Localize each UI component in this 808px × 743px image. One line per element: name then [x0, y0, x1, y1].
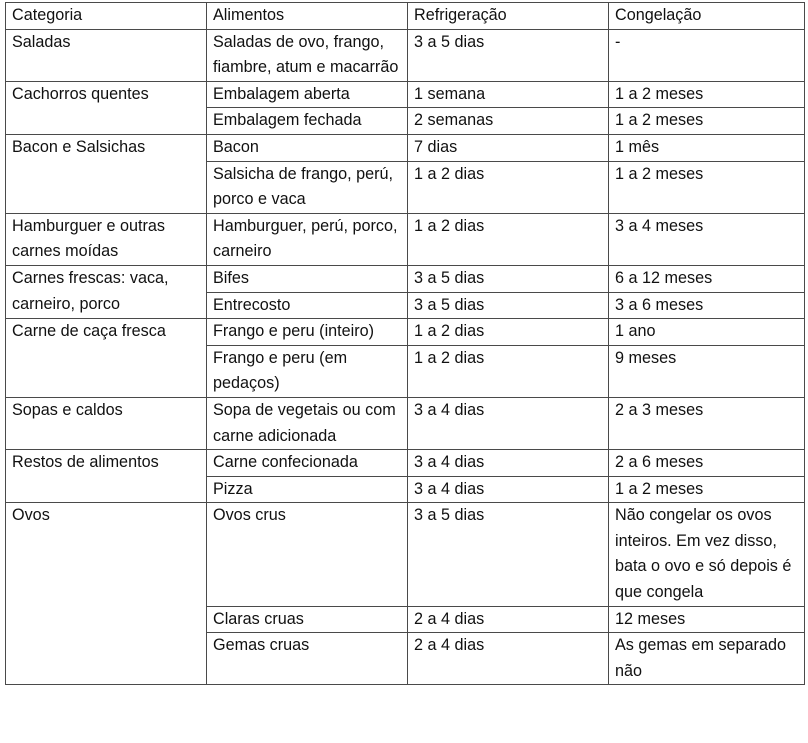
freezer-cell: 1 a 2 meses: [609, 476, 805, 503]
category-cell: Saladas: [6, 29, 207, 81]
freezer-cell: -: [609, 29, 805, 81]
category-cell: Restos de alimentos: [6, 450, 207, 503]
food-cell: Pizza: [207, 476, 408, 503]
category-cell: Ovos: [6, 503, 207, 685]
fridge-cell: 1 a 2 dias: [408, 319, 609, 346]
fridge-cell: 3 a 4 dias: [408, 476, 609, 503]
freezer-cell: 6 a 12 meses: [609, 265, 805, 292]
fridge-cell: 3 a 5 dias: [408, 29, 609, 81]
table-row: [6, 134, 805, 161]
food-cell: Ovos crus: [207, 503, 408, 606]
freezer-cell: 3 a 6 meses: [609, 292, 805, 319]
food-cell: Saladas de ovo, frango, fiambre, atum e macarrão: [207, 29, 408, 81]
freezer-cell: 2 a 3 meses: [609, 397, 805, 449]
freezer-cell: 9 meses: [609, 345, 805, 397]
food-cell: Claras cruas: [207, 606, 408, 633]
food-cell: Carne confecionada: [207, 450, 408, 477]
category-cell: Sopas e caldos: [6, 397, 207, 449]
table-header: [6, 3, 805, 30]
food-cell: Gemas cruas: [207, 633, 408, 685]
table-row: [6, 450, 805, 477]
fridge-cell: 3 a 5 dias: [408, 292, 609, 319]
fridge-cell: 7 dias: [408, 134, 609, 161]
fridge-cell: 1 a 2 dias: [408, 213, 609, 265]
table-row: [6, 213, 805, 265]
food-storage-table: [5, 2, 805, 685]
table-row: [6, 265, 805, 292]
food-cell: Frango e peru (inteiro): [207, 319, 408, 346]
freezer-cell: Não congelar os ovos inteiros. Em vez disso, bata o ovo e só depois é que congela: [609, 503, 805, 606]
header-categoria: Categoria: [6, 3, 207, 30]
food-cell: Embalagem fechada: [207, 108, 408, 135]
fridge-cell: 2 a 4 dias: [408, 606, 609, 633]
table-row: [6, 29, 805, 81]
freezer-cell: 1 ano: [609, 319, 805, 346]
food-cell: Salsicha de frango, perú, porco e vaca: [207, 161, 408, 213]
freezer-cell: 12 meses: [609, 606, 805, 633]
category-cell: Carnes frescas: vaca, carneiro, porco: [6, 265, 207, 318]
fridge-cell: 1 a 2 dias: [408, 161, 609, 213]
fridge-cell: 3 a 4 dias: [408, 450, 609, 477]
food-cell: Bifes: [207, 265, 408, 292]
food-cell: Frango e peru (em pedaços): [207, 345, 408, 397]
category-cell: Hamburguer e outras carnes moídas: [6, 213, 207, 265]
food-cell: Sopa de vegetais ou com carne adicionada: [207, 397, 408, 449]
table-row: [6, 397, 805, 449]
category-cell: Bacon e Salsichas: [6, 134, 207, 213]
header-alimentos: Alimentos: [207, 3, 408, 30]
food-cell: Bacon: [207, 134, 408, 161]
freezer-cell: 2 a 6 meses: [609, 450, 805, 477]
fridge-cell: 2 a 4 dias: [408, 633, 609, 685]
freezer-cell: 1 mês: [609, 134, 805, 161]
fridge-cell: 1 a 2 dias: [408, 345, 609, 397]
freezer-cell: As gemas em separado não: [609, 633, 805, 685]
category-cell: Carne de caça fresca: [6, 319, 207, 398]
header-row: [6, 3, 805, 30]
fridge-cell: 1 semana: [408, 81, 609, 108]
table-row: [6, 503, 805, 606]
category-cell: Cachorros quentes: [6, 81, 207, 134]
freezer-cell: 1 a 2 meses: [609, 161, 805, 213]
table-row: [6, 319, 805, 346]
food-cell: Embalagem aberta: [207, 81, 408, 108]
header-refrigeracao: Refrigeração: [408, 3, 609, 30]
freezer-cell: 3 a 4 meses: [609, 213, 805, 265]
fridge-cell: 3 a 4 dias: [408, 397, 609, 449]
food-cell: Entrecosto: [207, 292, 408, 319]
fridge-cell: 3 a 5 dias: [408, 503, 609, 606]
fridge-cell: 3 a 5 dias: [408, 265, 609, 292]
fridge-cell: 2 semanas: [408, 108, 609, 135]
header-congelacao: Congelação: [609, 3, 805, 30]
freezer-cell: 1 a 2 meses: [609, 108, 805, 135]
food-cell: Hamburguer, perú, porco, carneiro: [207, 213, 408, 265]
freezer-cell: 1 a 2 meses: [609, 81, 805, 108]
table-body: [6, 29, 805, 685]
table-row: [6, 81, 805, 108]
